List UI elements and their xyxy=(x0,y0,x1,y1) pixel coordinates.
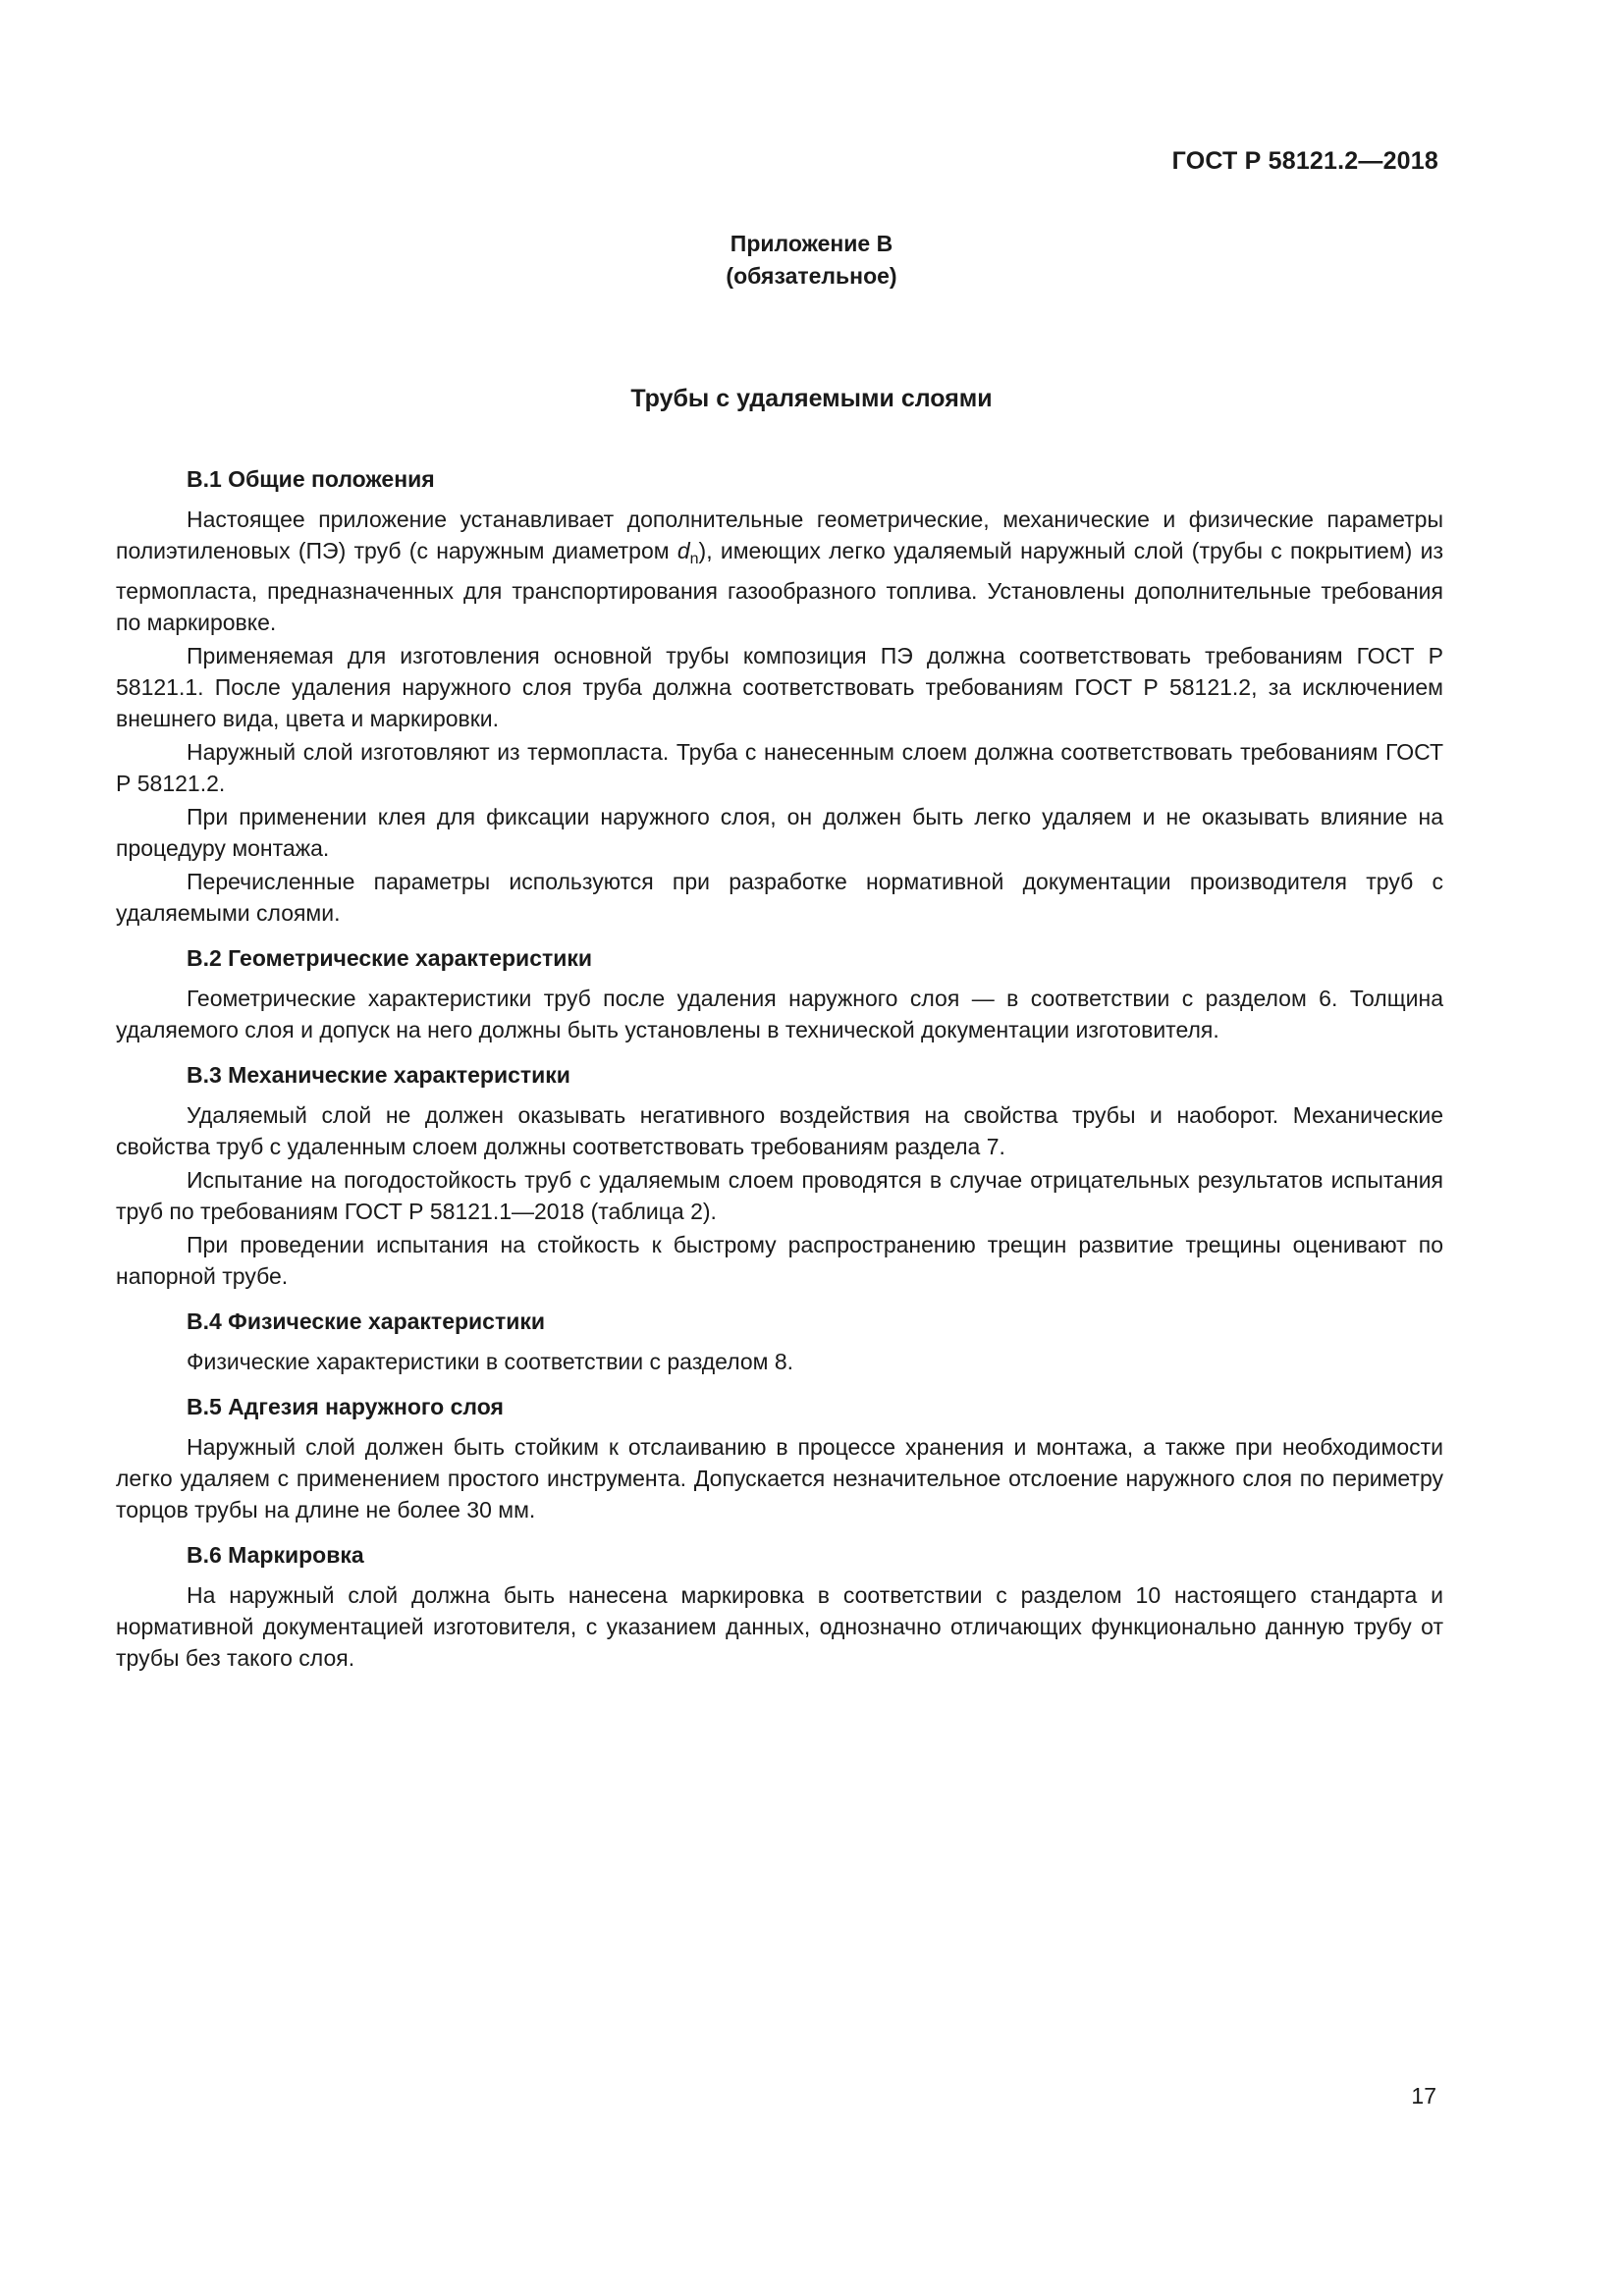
section-heading: В.2 Геометрические характеристики xyxy=(187,945,593,971)
paragraph: При проведении испытания на стойкость к быстрому распространению трещин развитие трещины оценивают по напорной трубе. xyxy=(116,1232,1443,1289)
paragraph: На наружный слой должна быть нанесена маркировка в соответствии с разделом 10 настоящего стандарта и нормативной документацией изготовителя, с указанием данных, однозначно отличающих функционально данную трубу от трубы без такого слоя. xyxy=(116,1582,1443,1671)
paragraph: Испытание на погодостойкость труб с удаляемым слоем проводятся в случае отрицательных результатов испытания труб по требованиям ГОСТ Р 58121.1—2018 (таблица 2). xyxy=(116,1167,1443,1224)
paragraph: Геометрические характеристики труб после удаления наружного слоя — в соответствии с разделом 6. Толщина удаляемого слоя и допуск на него должны быть установлены в технической документации изготовителя. xyxy=(116,986,1443,1042)
document-body xyxy=(116,463,1443,1687)
paragraph: Наружный слой должен быть стойким к отслаиванию в процессе хранения и монтажа, а также при необходимости легко удаляем с применением простого инструмента. Допускается незначительное отслоение наружного слоя по периметру торцов трубы на длине не более 30 мм. xyxy=(116,1434,1443,1522)
section-b1 xyxy=(116,463,1443,929)
section-b6 xyxy=(116,1539,1443,1674)
section-b4 xyxy=(116,1306,1443,1377)
paragraph: При применении клея для фиксации наружного слоя, он должен быть легко удаляем и не оказывать влияние на процедуру монтажа. xyxy=(116,804,1443,861)
section-heading: В.3 Механические характеристики xyxy=(187,1062,570,1088)
paragraph: Наружный слой изготовляют из термопласта. Труба с нанесенным слоем должна соответствовать требованиям ГОСТ Р 58121.2. xyxy=(116,739,1443,796)
appendix-title: Приложение В xyxy=(730,231,893,256)
section-heading: В.1 Общие положения xyxy=(187,466,435,492)
paragraph: Применяемая для изготовления основной трубы композиция ПЭ должна соответствовать требованиям ГОСТ Р 58121.1. После удаления наружного слоя труба должна соответствовать требованиям ГОСТ Р 58121.2, за исключением внешнего вида, цвета и маркировки. xyxy=(116,643,1443,731)
paragraph: Удаляемый слой не должен оказывать негативного воздействия на свойства трубы и наоборот. Механические свойства труб с удаленным слоем должны соответствовать требованиям раздела 7. xyxy=(116,1102,1443,1159)
section-b3 xyxy=(116,1059,1443,1292)
paragraph: Настоящее приложение устанавливает дополнительные геометрические, механические и физические параметры полиэтиленовых (ПЭ) труб (с наружным диаметром $d_n$), имеющих легко удаляемый наружный слой (трубы с покрытием) из термопласта, предназначенных для транспортирования газообразного топлива. Установлены дополнительные требования по маркировке. xyxy=(116,507,1443,635)
section-b2 xyxy=(116,942,1443,1045)
page-title: Трубы с удаляемыми слоями xyxy=(630,385,993,412)
section-heading: В.4 Физические характеристики xyxy=(187,1308,546,1334)
paragraph: Перечисленные параметры используются при разработке нормативной документации производителя труб с удаляемыми слоями. xyxy=(116,869,1443,926)
section-heading: В.5 Адгезия наружного слоя xyxy=(187,1394,504,1419)
appendix-label xyxy=(0,228,1623,293)
section-heading: В.6 Маркировка xyxy=(187,1542,364,1568)
appendix-status: (обязательное) xyxy=(726,263,897,289)
paragraph: Физические характеристики в соответствии с разделом 8. xyxy=(187,1349,794,1374)
page-number: 17 xyxy=(1411,2083,1436,2109)
document-id-header: ГОСТ Р 58121.2—2018 xyxy=(1171,147,1438,175)
section-b5 xyxy=(116,1391,1443,1525)
